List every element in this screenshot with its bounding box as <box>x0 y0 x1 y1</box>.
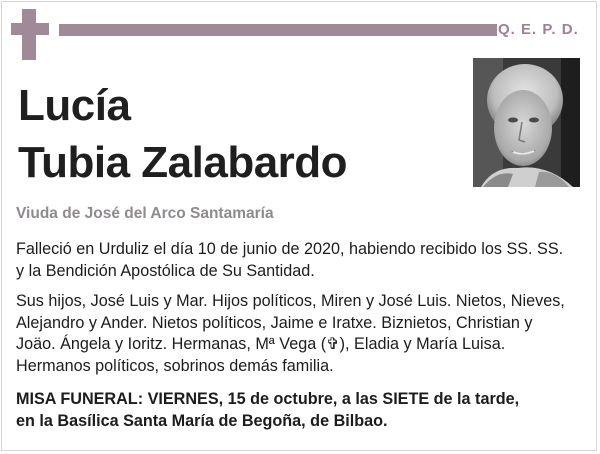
text-line: en la Basílica Santa María de Begoña, de Bilbao. <box>16 411 388 430</box>
text-line: Alejandro y Ander. Nietos políticos, Jaime e Iratxe. Biznietos, Christian y <box>16 313 533 332</box>
portrait-image <box>473 58 580 187</box>
deceased-photo <box>473 58 580 187</box>
text-line: Sus hijos, José Luis y Mar. Hijos políticos, Miren y José Luis. Nietos, Nieves, <box>16 292 565 310</box>
deceased-first-name: Lucía <box>18 81 131 130</box>
funeral-mass-paragraph <box>16 389 588 432</box>
text-line: y la Bendición Apostólica de Su Santidad. <box>16 261 315 280</box>
family-paragraph <box>16 291 588 377</box>
widow-of-line: Viuda de José del Arco Santamaría <box>16 205 274 222</box>
text-line: Joäo. Ángela y Ioritz. Hermanas, Mª Vega (✞), Eladia y María Luisa. <box>16 335 506 353</box>
death-announcement-paragraph <box>16 239 588 282</box>
text-line: Falleció en Urduliz el día 10 de junio de 2020, habiendo recibido los SS. SS. <box>16 240 564 258</box>
header-divider-bar <box>59 24 497 36</box>
text-line: Hermanos políticos, sobrinos demás familia. <box>16 356 334 375</box>
deceased-surnames: Tubia Zalabardo <box>18 138 348 187</box>
qepd-label: Q. E. P. D. <box>498 21 579 38</box>
text-line: MISA FUNERAL: VIERNES, 15 de octubre, a las SIETE de la tarde, <box>16 390 520 408</box>
